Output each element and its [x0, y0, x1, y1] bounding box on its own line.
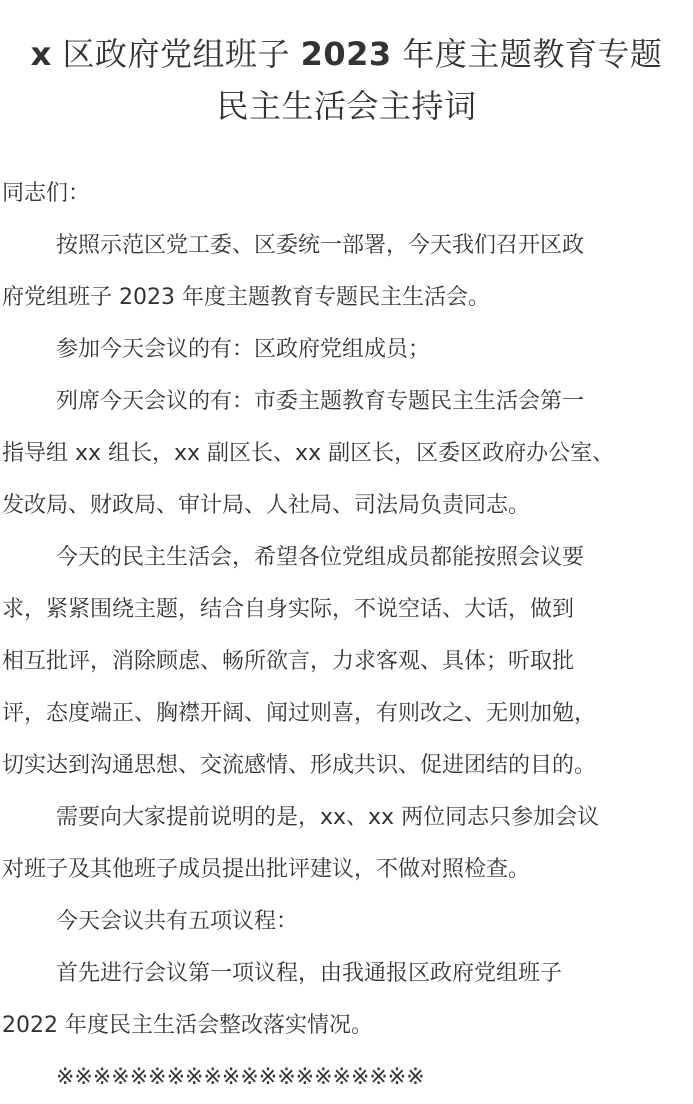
- document-title: [0, 0, 693, 132]
- title-prefix: x: [30, 35, 52, 73]
- body-line: 府党组班子 2023 年度主题教育专题民主生活会。: [2, 285, 490, 310]
- body-line: 相互批评，消除顾虑、畅所欲言，力求客观、具体；听取批: [2, 649, 575, 674]
- body-line: 对班子及其他班子成员提出批评建议，不做对照检查。: [2, 857, 531, 882]
- body-line: 发改局、财政局、审计局、人社局、司法局负责同志。: [2, 493, 531, 518]
- body-line: 求，紧紧围绕主题，结合自身实际，不说空话、大话，做到: [2, 597, 575, 622]
- body-line: 今天的民主生活会，希望各位党组成员都能按照会议要: [56, 545, 585, 570]
- body-line: 首先进行会议第一项议程，由我通报区政府党组班子: [56, 961, 563, 986]
- document-body: [0, 168, 693, 1104]
- body-line: 切实达到沟通思想、交流感情、形成共识、促进团结的目的。: [2, 753, 597, 778]
- body-line: 今天会议共有五项议程：: [56, 909, 299, 934]
- title-line-1: [0, 28, 693, 80]
- title-line-2: 民主生活会主持词: [216, 87, 477, 125]
- body-line: 列席今天会议的有：市委主题教育专题民主生活会第一: [56, 389, 585, 414]
- title-part-1: 区政府党组班子: [51, 35, 301, 73]
- body-line: 参加今天会议的有：区政府党组成员；: [56, 337, 431, 362]
- title-part-2: 年度主题教育专题: [391, 35, 663, 73]
- body-line: 评，态度端正、胸襟开阔、闻过则喜，有则改之、无则加勉，: [2, 701, 597, 726]
- title-year: 2023: [300, 35, 392, 73]
- salutation: 同志们：: [2, 181, 91, 206]
- body-line: 按照示范区党工委、区委统一部署，今天我们召开区政: [56, 233, 585, 258]
- separator-marks: ※※※※※※※※※※※※※※※※※※※※: [56, 1065, 425, 1090]
- body-line: 2022 年度民主生活会整改落实情况。: [2, 1013, 373, 1038]
- body-line: 需要向大家提前说明的是，xx、xx 两位同志只参加会议: [56, 805, 600, 830]
- body-line: 指导组 xx 组长，xx 副区长、xx 副区长，区委区政府办公室、: [2, 441, 615, 466]
